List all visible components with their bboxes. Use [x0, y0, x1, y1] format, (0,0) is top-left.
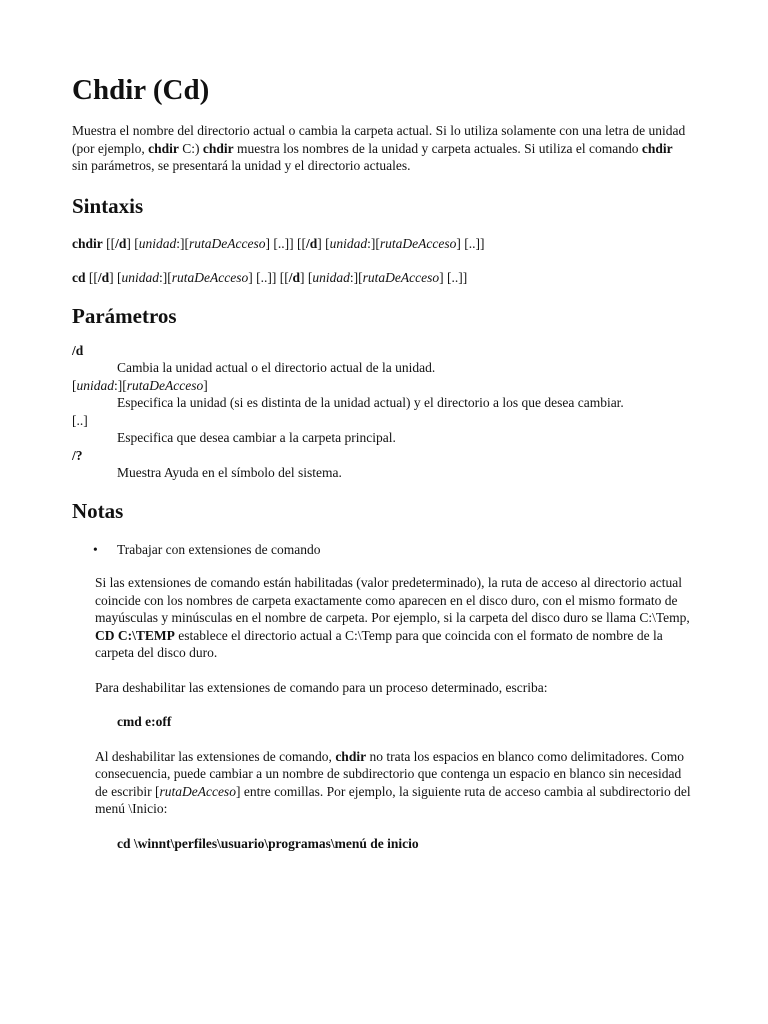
- param-description: Cambia la unidad actual o el directorio actual de la unidad.: [117, 360, 436, 375]
- param-term-text: ]: [203, 377, 208, 393]
- intro-paragraph: [72, 122, 687, 175]
- syntax-text: ] [: [317, 235, 330, 251]
- intro-cmd: chdir: [148, 140, 179, 156]
- syntax-text: :][: [159, 270, 172, 285]
- param-description: Especifica que desea cambiar a la carpeta principal.: [117, 430, 396, 445]
- notes-heading: Notas: [72, 498, 124, 523]
- param-term: [72, 447, 692, 465]
- syntax-switch: /d: [97, 270, 110, 285]
- intro-text: C:): [178, 140, 203, 156]
- syntax-var: rutaDeAcceso: [171, 270, 249, 285]
- intro-text: muestra los nombres de la unidad y carpeta actuales. Si utiliza el comando: [233, 140, 642, 156]
- document-page: [72, 70, 692, 852]
- syntax-switch: /d: [288, 270, 301, 285]
- param-term: [72, 412, 692, 430]
- param-description: Especifica la unidad (si es distinta de la unidad actual) y el directorio a los que desea cambiar.: [117, 395, 624, 410]
- syntax-text: ] [: [126, 235, 139, 251]
- notes-text: establece el directorio actual a C:\Temp para que coincida con el formato de nombre de la carpeta del disco duro.: [95, 627, 663, 660]
- notes-cmd: chdir: [335, 748, 367, 764]
- list-item-label: Trabajar con extensiones de comando: [117, 541, 321, 557]
- syntax-text: :][: [367, 235, 380, 251]
- syntax-text: ] [..]] [[: [265, 235, 307, 251]
- notes-text: ] entre comillas. Por ejemplo, la siguiente ruta de acceso cambia al subdirectorio del menú \Inicio:: [95, 783, 691, 816]
- notes-paragraph: [95, 748, 692, 818]
- syntax-heading: Sintaxis: [72, 193, 144, 218]
- syntax-line-chdir: [72, 235, 692, 253]
- notes-text: no trata los espacios en blanco como delimitadores. Como consecuencia, puede cambiar a un nombre de subdirectorio que contenga un espacio en blanco sin necesidad de escribir [: [95, 748, 685, 799]
- param-term-text: /?: [72, 447, 83, 463]
- syntax-text: [[: [102, 235, 116, 251]
- notes-var: rutaDeAcceso: [159, 783, 236, 799]
- syntax-text: [[: [85, 270, 98, 285]
- bullet-icon: •: [93, 541, 98, 557]
- param-description: Muestra Ayuda en el símbolo del sistema.: [117, 465, 342, 480]
- intro-text: sin parámetros, se presentará la unidad y el directorio actuales.: [72, 158, 411, 173]
- notes-cmd: CD C:\TEMP: [95, 627, 175, 643]
- param-term-var: unidad: [76, 377, 115, 393]
- param-term-text: /d: [72, 342, 84, 358]
- param-term-text: [..]: [72, 412, 88, 428]
- intro-cmd: chdir: [202, 140, 234, 156]
- parameters-list: [72, 342, 692, 482]
- syntax-switch: /d: [115, 235, 127, 251]
- notes-text: Al deshabilitar las extensiones de comando,: [95, 748, 336, 764]
- syntax-text: ] [..]] [[: [248, 270, 289, 285]
- intro-text: Muestra el nombre del directorio actual o cambia la carpeta actual. Si lo utiliza solamente con una letra de unidad (por ejemplo,: [72, 123, 686, 156]
- syntax-var: unidad: [121, 270, 160, 285]
- syntax-var: unidad: [312, 270, 350, 285]
- notes-paragraph: Para deshabilitar las extensiones de comando para un proceso determinado, escriba:: [95, 679, 548, 695]
- syntax-text: :][: [176, 235, 190, 251]
- syntax-text: ] [: [109, 270, 122, 285]
- parameters-heading: Parámetros: [72, 303, 177, 328]
- intro-cmd: chdir: [641, 140, 673, 156]
- param-term: [72, 342, 692, 360]
- list-item: [72, 541, 692, 559]
- syntax-cmd: chdir: [72, 235, 103, 251]
- syntax-var: rutaDeAcceso: [189, 235, 266, 251]
- syntax-text: :][: [349, 270, 363, 285]
- syntax-var: rutaDeAcceso: [362, 270, 440, 285]
- syntax-switch: /d: [306, 235, 318, 251]
- syntax-text: ] [..]]: [439, 270, 468, 285]
- syntax-text: ] [: [300, 270, 313, 285]
- param-term-text: :][: [114, 377, 127, 393]
- notes-text: Si las extensiones de comando están habilitadas (valor predeterminado), la ruta de acceso al directorio actual coincide con los nombres de carpeta exactamente como aparecen en el disco duro, con el mismo formato de mayúsculas y minúsculas en el nombre de carpeta. Por ejemplo, si la carpeta del disco duro se llama C:\Temp,: [95, 575, 690, 625]
- page-title: Chdir (Cd): [72, 74, 210, 106]
- syntax-cmd: cd: [72, 270, 86, 285]
- command-example: cd \winnt\perfiles\usuario\programas\menú de inicio: [117, 835, 419, 851]
- syntax-text: ] [..]]: [456, 235, 485, 251]
- param-term-text: [: [72, 377, 77, 393]
- notes-list: [72, 541, 692, 559]
- notes-paragraph: [95, 574, 692, 662]
- syntax-var: rutaDeAcceso: [379, 235, 457, 251]
- syntax-var: unidad: [138, 235, 177, 251]
- syntax-var: unidad: [329, 235, 368, 251]
- param-term: [72, 377, 692, 395]
- command-example: cmd e:off: [117, 714, 172, 729]
- syntax-line-cd: [72, 269, 692, 287]
- param-term-var: rutaDeAcceso: [126, 377, 204, 393]
